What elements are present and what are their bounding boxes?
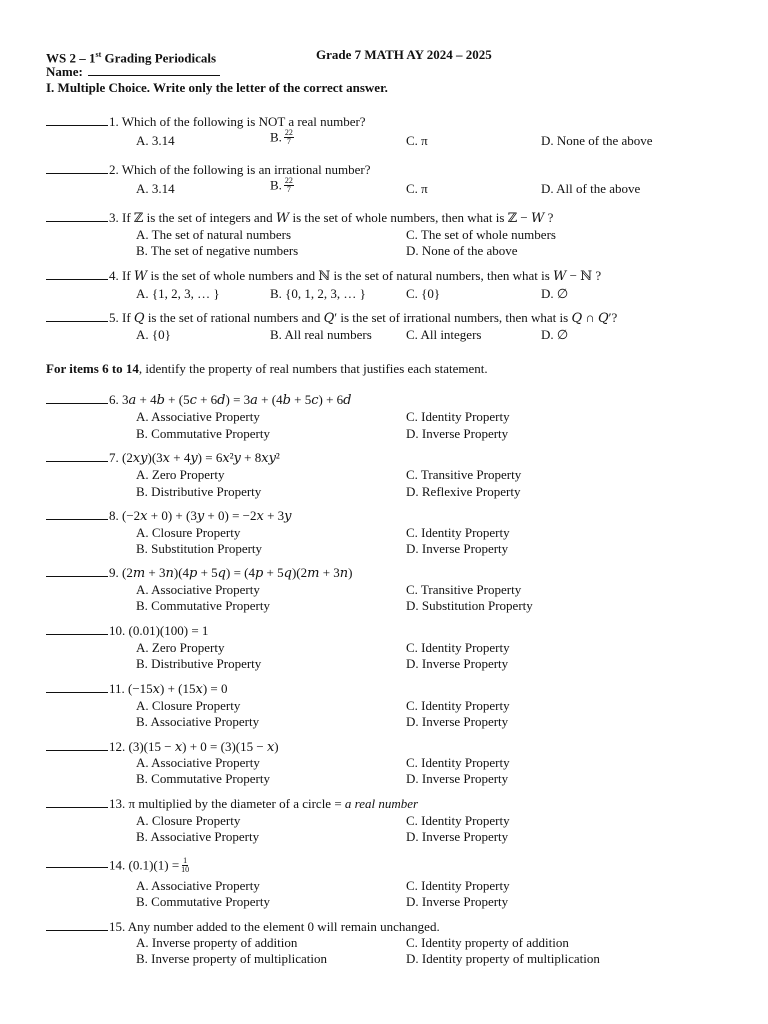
question-10: 10. (0.01)(100) = 1 xyxy=(46,623,208,638)
answer-blank[interactable] xyxy=(46,623,108,635)
q7-option-c: C. Transitive Property xyxy=(406,467,522,482)
q5-option-b: B. All real numbers xyxy=(270,327,372,342)
q7-option-b: B. Distributive Property xyxy=(136,484,262,499)
answer-blank[interactable] xyxy=(46,508,108,520)
question-8: 8. (−2𝑥 + 0) + (3𝑦 + 0) = −2𝑥 + 3𝑦 xyxy=(46,508,292,523)
question-15: 15. Any number added to the element 0 will remain unchanged. xyxy=(46,919,440,934)
answer-blank[interactable] xyxy=(46,450,108,462)
answer-blank[interactable] xyxy=(46,565,108,577)
q13-option-b: B. Associative Property xyxy=(136,829,260,844)
q4-option-b: B. {0, 1, 2, 3, … } xyxy=(270,286,366,301)
q8-option-c: C. Identity Property xyxy=(406,525,510,540)
q15-option-b: B. Inverse property of multiplication xyxy=(136,951,327,966)
q4-option-d: D. ∅ xyxy=(541,286,569,301)
q14-option-d: D. Inverse Property xyxy=(406,894,509,909)
q6-option-c: C. Identity Property xyxy=(406,409,510,424)
q3-option-d: D. None of the above xyxy=(406,243,518,258)
worksheet-id: WS 2 – 1st Grading Periodicals xyxy=(46,50,217,66)
q13-option-a: A. Closure Property xyxy=(136,813,241,828)
q7-option-a: A. Zero Property xyxy=(136,467,225,482)
answer-blank[interactable] xyxy=(46,114,108,126)
q8-option-a: A. Closure Property xyxy=(136,525,241,540)
q15-option-c: C. Identity property of addition xyxy=(406,935,569,950)
question-5: 5. If 𝑄 is the set of rational numbers and 𝑄′ is the set of irrational numbers, then what is 𝑄 ∩ 𝑄′? xyxy=(46,310,617,325)
q3-option-c: C. The set of whole numbers xyxy=(406,227,556,242)
q9-option-c: C. Transitive Property xyxy=(406,582,522,597)
q11-option-b: B. Associative Property xyxy=(136,714,260,729)
q1-option-a: A. 3.14 xyxy=(136,133,175,148)
q2-option-b: B. $\frac{22}{7}$ xyxy=(270,175,293,194)
answer-blank[interactable] xyxy=(46,310,108,322)
q2-option-c: C. π xyxy=(406,181,428,196)
q14-option-b: B. Commutative Property xyxy=(136,894,270,909)
q1-option-d: D. None of the above xyxy=(541,133,653,148)
q4-option-a: A. {1, 2, 3, … } xyxy=(136,286,220,301)
q12-option-c: C. Identity Property xyxy=(406,755,510,770)
q15-option-d: D. Identity property of multiplication xyxy=(406,951,600,966)
q8-option-b: B. Substitution Property xyxy=(136,541,263,556)
q14-option-a: A. Associative Property xyxy=(136,878,260,893)
answer-blank[interactable] xyxy=(46,162,108,174)
answer-blank[interactable] xyxy=(46,268,108,280)
answer-blank[interactable] xyxy=(46,856,108,868)
answer-blank[interactable] xyxy=(46,796,108,808)
question-2: 2. Which of the following is an irrational number? xyxy=(46,162,371,177)
q4-option-c: C. {0} xyxy=(406,286,441,301)
q11-option-c: C. Identity Property xyxy=(406,698,510,713)
q1-option-b: B. $\frac{22}{7}$ xyxy=(270,127,293,146)
answer-blank[interactable] xyxy=(46,919,108,931)
q13-option-d: D. Inverse Property xyxy=(406,829,509,844)
q6-option-b: B. Commutative Property xyxy=(136,426,270,441)
name-field[interactable]: Name: xyxy=(46,64,220,79)
q5-option-c: C. All integers xyxy=(406,327,482,342)
question-6: 6. 3𝑎 + 4𝑏 + (5𝑐 + 6𝑑) = 3𝑎 + (4𝑏 + 5𝑐) + 6𝑑 xyxy=(46,392,352,407)
q8-option-d: D. Inverse Property xyxy=(406,541,509,556)
q10-option-c: C. Identity Property xyxy=(406,640,510,655)
answer-blank[interactable] xyxy=(46,681,108,693)
q14-option-c: C. Identity Property xyxy=(406,878,510,893)
q9-option-d: D. Substitution Property xyxy=(406,598,533,613)
q5-option-d: D. ∅ xyxy=(541,327,569,342)
question-11: 11. (−15𝑥) + (15𝑥) = 0 xyxy=(46,681,228,696)
grade-title: Grade 7 MATH AY 2024 – 2025 xyxy=(316,47,492,62)
q11-option-d: D. Inverse Property xyxy=(406,714,509,729)
q6-option-d: D. Inverse Property xyxy=(406,426,509,441)
q10-option-d: D. Inverse Property xyxy=(406,656,509,671)
section-2-instruction: For items 6 to 14, identify the property of real numbers that justifies each statement. xyxy=(46,361,488,376)
q3-option-b: B. The set of negative numbers xyxy=(136,243,299,258)
q9-option-b: B. Commutative Property xyxy=(136,598,270,613)
q9-option-a: A. Associative Property xyxy=(136,582,260,597)
q13-option-c: C. Identity Property xyxy=(406,813,510,828)
q12-option-a: A. Associative Property xyxy=(136,755,260,770)
q3-option-a: A. The set of natural numbers xyxy=(136,227,291,242)
question-9: 9. (2𝑚 + 3𝑛)(4𝑝 + 5𝑞) = (4𝑝 + 5𝑞)(2𝑚 + 3𝑛) xyxy=(46,565,352,580)
q2-option-a: A. 3.14 xyxy=(136,181,175,196)
question-3: 3. If ℤ is the set of integers and 𝑊 is the set of whole numbers, then what is ℤ − 𝑊 ? xyxy=(46,210,553,225)
question-12: 12. (3)(15 − 𝑥) + 0 = (3)(15 − 𝑥) xyxy=(46,739,279,754)
question-4: 4. If 𝑊 is the set of whole numbers and ℕ is the set of natural numbers, then what is 𝑊 − ℕ ? xyxy=(46,268,601,283)
q11-option-a: A. Closure Property xyxy=(136,698,241,713)
q2-option-d: D. All of the above xyxy=(541,181,641,196)
question-1: 1. Which of the following is NOT a real number? xyxy=(46,114,366,129)
question-13: 13. π multiplied by the diameter of a circle = a real number xyxy=(46,796,418,811)
question-14: 14. (0.1)(1) = $\frac{1}{10}$ xyxy=(46,856,189,874)
q12-option-d: D. Inverse Property xyxy=(406,771,509,786)
answer-blank[interactable] xyxy=(46,739,108,751)
question-7: 7. (2𝑥𝑦)(3𝑥 + 4𝑦) = 6𝑥²𝑦 + 8𝑥𝑦² xyxy=(46,450,280,465)
q10-option-a: A. Zero Property xyxy=(136,640,225,655)
q7-option-d: D. Reflexive Property xyxy=(406,484,521,499)
answer-blank[interactable] xyxy=(46,210,108,222)
answer-blank[interactable] xyxy=(46,392,108,404)
q5-option-a: A. {0} xyxy=(136,327,171,342)
q6-option-a: A. Associative Property xyxy=(136,409,260,424)
section-1-heading: I. Multiple Choice. Write only the letter of the correct answer. xyxy=(46,80,388,95)
q10-option-b: B. Distributive Property xyxy=(136,656,262,671)
q1-option-c: C. π xyxy=(406,133,428,148)
q15-option-a: A. Inverse property of addition xyxy=(136,935,298,950)
q12-option-b: B. Commutative Property xyxy=(136,771,270,786)
